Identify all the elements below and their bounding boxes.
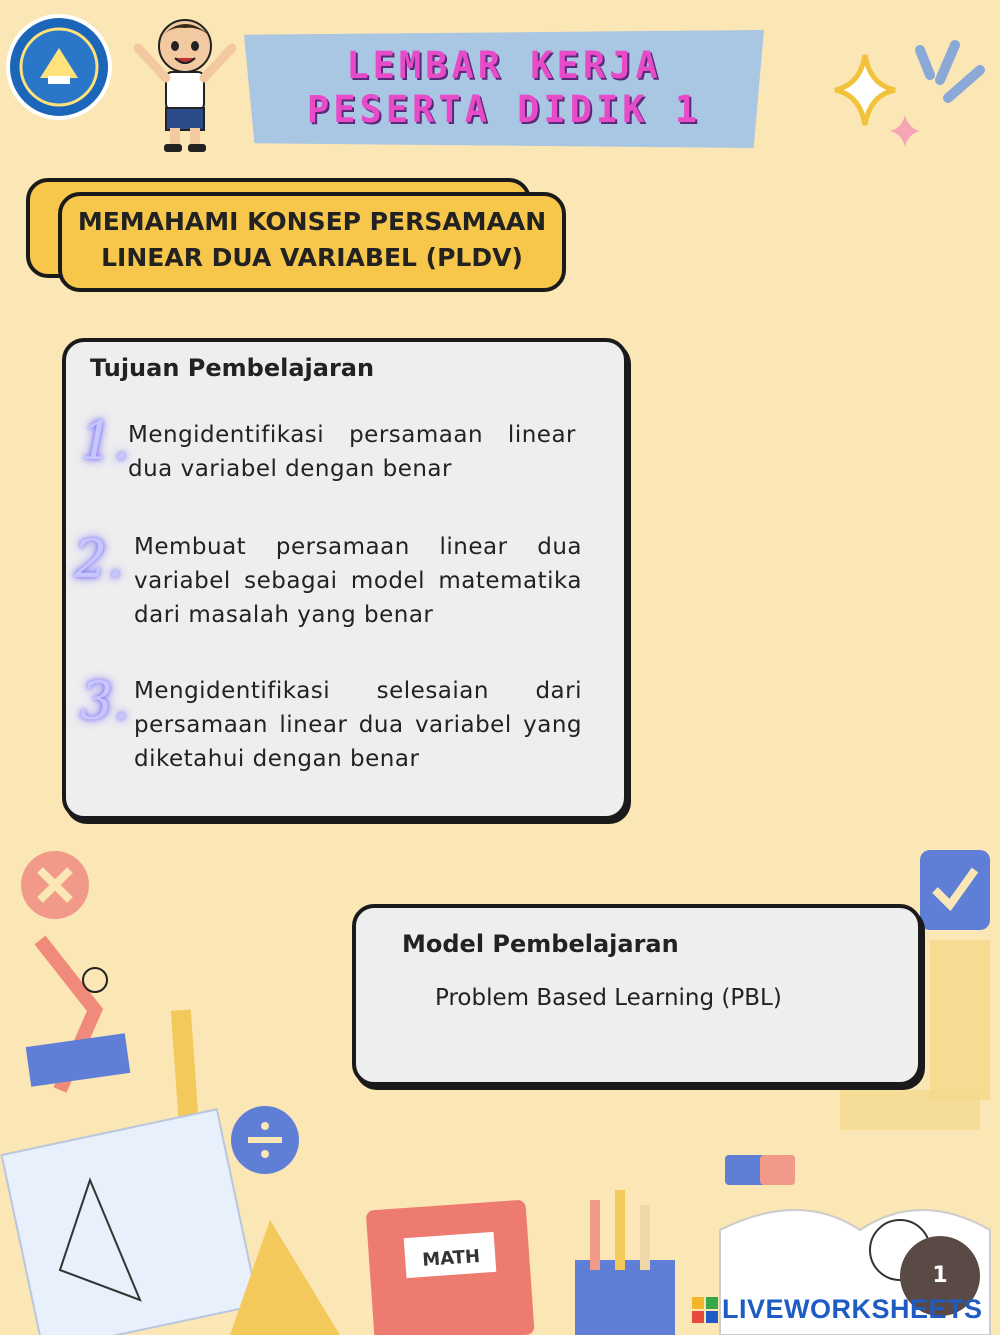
model-value: Problem Based Learning (PBL)	[435, 985, 782, 1011]
objective-text-3: Mengidentifikasi selesaian dari persamaan linear dua variabel yang diketahui dengan benar	[134, 678, 582, 772]
liveworksheets-logo-icon	[692, 1297, 718, 1323]
notebook-label: MATH	[421, 1245, 481, 1271]
model-heading: Model Pembelajaran	[402, 930, 679, 958]
objective-number-2: 2.	[74, 530, 124, 590]
topic-title-line1: MEMAHAMI KONSEP PERSAMAAN	[77, 207, 547, 236]
objectives-heading: Tujuan Pembelajaran	[90, 354, 375, 382]
page-title	[244, 44, 764, 132]
page-title-line2: PESERTA DIDIK 1	[306, 88, 702, 131]
objective-number-1: 1.	[80, 412, 130, 472]
page-number-badge: 1	[900, 1236, 980, 1316]
page-title-line1: LEMBAR KERJA	[346, 44, 662, 87]
topic-title-line2: LINEAR DUA VARIABEL (PLDV)	[101, 243, 523, 272]
topic-title	[58, 204, 566, 276]
objective-text-1: Mengidentifikasi persamaan linear dua variabel dengan benar	[128, 422, 576, 482]
student-illustration	[130, 8, 240, 156]
sparkle-decoration	[820, 20, 990, 160]
objective-number-3: 3.	[80, 672, 130, 732]
institution-logo	[6, 14, 112, 120]
objective-text-2: Membuat persamaan linear dua variabel sebagai model matematika dari masalah yang benar	[134, 534, 582, 628]
liveworksheets-watermark[interactable]: LIVEWORKSHEETS	[722, 1294, 983, 1324]
